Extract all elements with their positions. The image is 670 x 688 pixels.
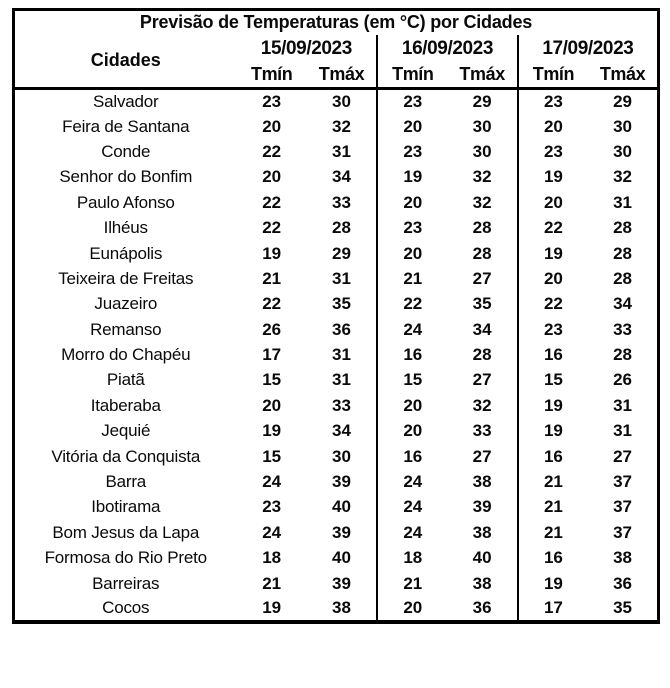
tmin-cell-day3: 16 bbox=[518, 444, 588, 469]
tmax-cell-day1: 30 bbox=[332, 446, 351, 466]
tmax-cell-day2: 30 bbox=[472, 116, 492, 136]
tmin-cell-day3: 19 bbox=[518, 165, 588, 190]
tmax-cell-day1: 31 bbox=[332, 141, 351, 161]
tmin-cell-day3: 20 bbox=[518, 266, 588, 291]
tmax-cell-day2: 33 bbox=[472, 421, 492, 441]
tmax-cell-day3: 29 bbox=[613, 91, 632, 111]
tmax-cell-day2: 38 bbox=[472, 472, 492, 492]
tmin-cell-day1: 23 bbox=[262, 91, 282, 111]
tmin-cell-day3: 21 bbox=[518, 495, 588, 520]
table-row bbox=[14, 139, 659, 164]
tmax-cell-day3: 28 bbox=[613, 243, 632, 263]
tmin-header-day1: Tmín bbox=[237, 63, 307, 89]
tmax-cell-day1: 39 bbox=[332, 522, 351, 542]
table-body bbox=[14, 89, 659, 622]
table-row bbox=[14, 292, 659, 317]
tmax-cell-day1: 34 bbox=[332, 167, 351, 187]
tmax-cell-day3: 31 bbox=[613, 421, 632, 441]
tmin-cell-day3: 23 bbox=[518, 89, 588, 114]
tmax-cell-day1: 39 bbox=[332, 472, 351, 492]
table-row bbox=[14, 368, 659, 393]
tmax-cell-day3: 30 bbox=[613, 141, 632, 161]
tmin-cell-day1: 17 bbox=[262, 345, 282, 365]
city-cell: Jequié bbox=[101, 421, 151, 441]
tmax-cell-day3: 32 bbox=[613, 167, 632, 187]
date-header-3: 17/09/2023 bbox=[518, 35, 659, 63]
tmax-cell-day1: 31 bbox=[332, 345, 351, 365]
city-cell: Paulo Afonso bbox=[76, 192, 175, 212]
tmin-cell-day2: 20 bbox=[377, 241, 447, 266]
tmax-cell-day1: 40 bbox=[332, 548, 351, 568]
tmax-cell-day3: 31 bbox=[613, 192, 632, 212]
tmin-cell-day3: 16 bbox=[518, 546, 588, 571]
table-title: Previsão de Temperaturas (em °C) por Cidades bbox=[139, 12, 533, 33]
tmax-cell-day2: 39 bbox=[472, 497, 492, 517]
tmax-header-day2: Tmáx bbox=[447, 63, 517, 89]
tmin-cell-day2: 24 bbox=[377, 469, 447, 494]
table-row bbox=[14, 114, 659, 139]
tmin-cell-day1: 20 bbox=[262, 116, 282, 136]
tmax-cell-day2: 27 bbox=[472, 268, 492, 288]
city-cell: Bom Jesus da Lapa bbox=[52, 522, 200, 542]
tmin-cell-day1: 22 bbox=[262, 294, 282, 314]
date-header-row bbox=[14, 35, 659, 63]
tmin-cell-day2: 20 bbox=[377, 596, 447, 621]
date-header-2: 16/09/2023 bbox=[377, 35, 518, 63]
city-cell: Conde bbox=[101, 141, 151, 161]
city-cell: Teixeira de Freitas bbox=[58, 268, 194, 288]
tmin-cell-day3: 19 bbox=[518, 571, 588, 596]
table-row bbox=[14, 520, 659, 545]
tmax-cell-day1: 30 bbox=[332, 91, 351, 111]
tmax-cell-day2: 28 bbox=[472, 243, 492, 263]
tmin-cell-day2: 20 bbox=[377, 190, 447, 215]
forecast-table bbox=[12, 8, 660, 624]
tmax-cell-day3: 28 bbox=[613, 218, 632, 238]
tmin-cell-day2: 20 bbox=[377, 114, 447, 139]
tmax-cell-day3: 28 bbox=[613, 268, 632, 288]
tmax-cell-day1: 32 bbox=[332, 116, 351, 136]
tmax-cell-day3: 35 bbox=[613, 598, 632, 617]
tmax-cell-day2: 38 bbox=[472, 573, 492, 593]
tmax-cell-day3: 27 bbox=[613, 446, 632, 466]
tmin-cell-day2: 24 bbox=[377, 317, 447, 342]
tmin-cell-day1: 24 bbox=[262, 522, 282, 542]
table-row bbox=[14, 469, 659, 494]
tmax-cell-day3: 26 bbox=[613, 370, 632, 390]
city-cell: Vitória da Conquista bbox=[51, 446, 201, 466]
tmax-cell-day3: 28 bbox=[613, 345, 632, 365]
tmin-cell-day2: 23 bbox=[377, 89, 447, 114]
date-header-1: 15/09/2023 bbox=[260, 37, 352, 59]
tmax-cell-day1: 31 bbox=[332, 370, 351, 390]
tmin-cell-day1: 15 bbox=[262, 370, 282, 390]
city-cell: Feira de Santana bbox=[62, 116, 190, 136]
tmax-cell-day1: 33 bbox=[332, 395, 351, 415]
tmin-cell-day1: 22 bbox=[262, 141, 282, 161]
tmax-cell-day3: 34 bbox=[613, 294, 632, 314]
table-row bbox=[14, 241, 659, 266]
tmax-cell-day3: 38 bbox=[613, 548, 632, 568]
tmax-cell-day3: 30 bbox=[613, 116, 632, 136]
tmax-cell-day2: 32 bbox=[472, 192, 492, 212]
tmin-cell-day3: 20 bbox=[518, 190, 588, 215]
tmin-cell-day3: 23 bbox=[518, 139, 588, 164]
tmax-cell-day2: 28 bbox=[472, 218, 492, 238]
tmin-cell-day1: 24 bbox=[262, 472, 282, 492]
tmin-cell-day3: 23 bbox=[518, 317, 588, 342]
tmin-cell-day1: 15 bbox=[262, 446, 282, 466]
table-row bbox=[14, 165, 659, 190]
tmin-cell-day1: 23 bbox=[262, 497, 282, 517]
tmin-cell-day1: 21 bbox=[262, 268, 282, 288]
tmax-cell-day1: 38 bbox=[332, 598, 351, 617]
tmax-cell-day2: 29 bbox=[472, 91, 492, 111]
tmax-cell-day2: 34 bbox=[472, 319, 492, 339]
city-cell: Senhor do Bonfim bbox=[59, 167, 193, 187]
tmin-cell-day2: 21 bbox=[377, 266, 447, 291]
tmin-header-day2: Tmín bbox=[377, 63, 447, 89]
tmax-cell-day1: 31 bbox=[332, 268, 351, 288]
city-cell: Formosa do Rio Preto bbox=[44, 548, 207, 568]
tmax-cell-day2: 28 bbox=[472, 345, 492, 365]
tmin-cell-day3: 21 bbox=[518, 520, 588, 545]
tmin-cell-day2: 22 bbox=[377, 292, 447, 317]
tmin-cell-day3: 19 bbox=[518, 241, 588, 266]
table-row bbox=[14, 546, 659, 571]
tmax-cell-day3: 37 bbox=[613, 522, 632, 542]
tmin-cell-day3: 22 bbox=[518, 215, 588, 240]
table-row bbox=[14, 89, 659, 114]
tmax-cell-day2: 32 bbox=[472, 167, 492, 187]
tmin-cell-day2: 23 bbox=[377, 139, 447, 164]
table-row bbox=[14, 215, 659, 240]
tmin-cell-day2: 19 bbox=[377, 165, 447, 190]
tmin-cell-day1: 20 bbox=[262, 395, 282, 415]
tmax-header-day3: Tmáx bbox=[588, 63, 658, 89]
tmax-cell-day2: 38 bbox=[472, 522, 492, 542]
table-row bbox=[14, 571, 659, 596]
tmax-cell-day3: 37 bbox=[613, 497, 632, 517]
tmax-cell-day2: 35 bbox=[472, 294, 492, 314]
table-row bbox=[14, 317, 659, 342]
tmin-cell-day2: 23 bbox=[377, 215, 447, 240]
tmin-cell-day3: 16 bbox=[518, 342, 588, 367]
tmin-cell-day1: 22 bbox=[262, 218, 282, 238]
tmax-cell-day3: 31 bbox=[613, 395, 632, 415]
city-cell: Ibotirama bbox=[91, 497, 161, 517]
tmin-cell-day3: 22 bbox=[518, 292, 588, 317]
city-cell: Morro do Chapéu bbox=[61, 345, 191, 365]
table-header bbox=[14, 10, 659, 89]
tmin-cell-day3: 19 bbox=[518, 393, 588, 418]
city-cell: Piatã bbox=[106, 370, 145, 390]
tmax-cell-day2: 30 bbox=[472, 141, 492, 161]
tmax-cell-day2: 27 bbox=[472, 446, 492, 466]
tmin-cell-day2: 24 bbox=[377, 495, 447, 520]
tmax-cell-day1: 33 bbox=[332, 192, 351, 212]
tmin-cell-day2: 20 bbox=[377, 419, 447, 444]
tmin-cell-day3: 19 bbox=[518, 419, 588, 444]
tmax-cell-day3: 33 bbox=[613, 319, 632, 339]
city-cell: Cocos bbox=[102, 598, 150, 617]
table-row bbox=[14, 495, 659, 520]
tmin-cell-day3: 20 bbox=[518, 114, 588, 139]
city-cell: Salvador bbox=[93, 91, 159, 111]
tmax-cell-day1: 35 bbox=[332, 294, 351, 314]
tmin-cell-day1: 22 bbox=[262, 192, 282, 212]
tmax-cell-day2: 36 bbox=[472, 598, 492, 617]
city-cell: Ilhéus bbox=[103, 218, 148, 238]
tmin-cell-day1: 21 bbox=[262, 573, 282, 593]
tmin-cell-day1: 26 bbox=[262, 319, 282, 339]
tmax-cell-day1: 29 bbox=[332, 243, 351, 263]
tmax-cell-day1: 39 bbox=[332, 573, 351, 593]
table-row bbox=[14, 596, 659, 621]
tmin-cell-day2: 21 bbox=[377, 571, 447, 596]
cities-column-header: Cidades bbox=[14, 35, 237, 89]
tmin-cell-day1: 18 bbox=[262, 548, 282, 568]
tmax-cell-day1: 40 bbox=[332, 497, 351, 517]
city-cell: Eunápolis bbox=[89, 243, 163, 263]
tmax-header-day1: Tmáx bbox=[307, 63, 377, 89]
city-cell: Itaberaba bbox=[90, 395, 161, 415]
tmax-cell-day2: 27 bbox=[472, 370, 492, 390]
tmin-cell-day2: 24 bbox=[377, 520, 447, 545]
tmin-cell-day1: 19 bbox=[262, 421, 282, 441]
tmin-cell-day3: 15 bbox=[518, 368, 588, 393]
title-row bbox=[14, 10, 659, 35]
tmax-cell-day1: 34 bbox=[332, 421, 351, 441]
city-cell: Juazeiro bbox=[94, 294, 158, 314]
tmax-cell-day2: 32 bbox=[472, 395, 492, 415]
table-row bbox=[14, 190, 659, 215]
tmin-cell-day2: 18 bbox=[377, 546, 447, 571]
tmin-cell-day2: 20 bbox=[377, 393, 447, 418]
city-cell: Remanso bbox=[90, 319, 162, 339]
table-row bbox=[14, 266, 659, 291]
tmax-cell-day2: 40 bbox=[472, 548, 492, 568]
table-row bbox=[14, 444, 659, 469]
tmin-header-day3: Tmín bbox=[518, 63, 588, 89]
table-row bbox=[14, 419, 659, 444]
tmin-cell-day3: 17 bbox=[518, 596, 588, 621]
tmin-cell-day3: 21 bbox=[518, 469, 588, 494]
tmax-cell-day1: 36 bbox=[332, 319, 351, 339]
table-row bbox=[14, 393, 659, 418]
tmin-cell-day1: 19 bbox=[262, 598, 282, 617]
city-cell: Barreiras bbox=[92, 573, 160, 593]
tmax-cell-day3: 37 bbox=[613, 472, 632, 492]
tmax-cell-day3: 36 bbox=[613, 573, 632, 593]
table-row bbox=[14, 342, 659, 367]
tmin-cell-day1: 19 bbox=[262, 243, 282, 263]
city-cell: Barra bbox=[105, 472, 147, 492]
tmin-cell-day2: 16 bbox=[377, 342, 447, 367]
tmin-cell-day1: 20 bbox=[262, 167, 282, 187]
tmax-cell-day1: 28 bbox=[332, 218, 351, 238]
tmin-cell-day2: 15 bbox=[377, 368, 447, 393]
tmin-cell-day2: 16 bbox=[377, 444, 447, 469]
